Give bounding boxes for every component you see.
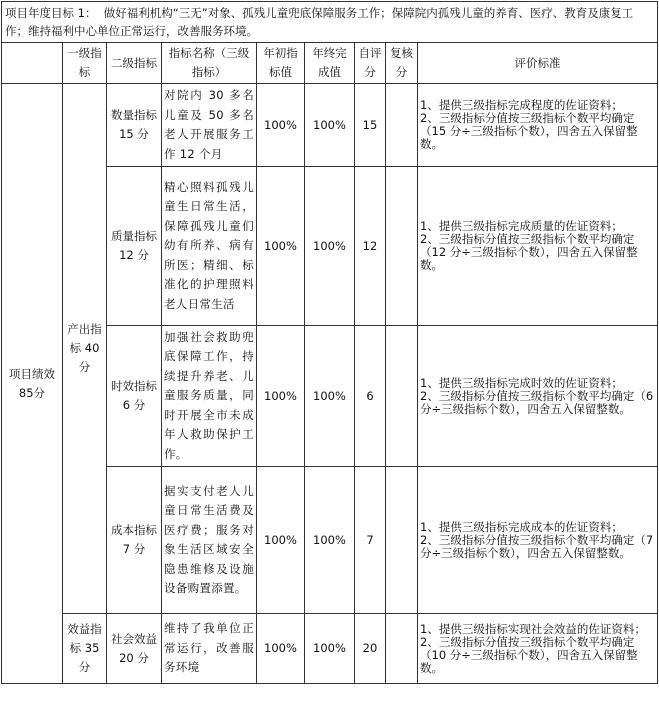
initial-value-cell: 100%: [257, 84, 305, 167]
header-criteria: 评价标准: [418, 43, 658, 84]
self-score-cell: 7: [355, 467, 386, 614]
criteria-line: 2、三级指标分值按三级指标个数平均确定（7 分÷三级指标个数），四舍五入保留整数。: [420, 532, 654, 560]
indicator-name-cell: 精心照料孤残儿童生日常生活，保障孤残儿童们幼有所养、病有所医；精细、标准化的护理照料老人日常生活: [162, 167, 257, 326]
criteria-cell: [418, 84, 658, 167]
criteria-cell: [418, 326, 658, 467]
indicator-name-cell: 加强社会救助兜底保障工作，持续提升养老、儿童服务质量，同时开展全市未成年人救助保护工作。: [162, 326, 257, 467]
goal-label: 项目年度目标 1：: [5, 6, 97, 20]
review-score-cell: [386, 326, 418, 467]
table-row: [2, 614, 658, 684]
level2-cell: 数量指标15 分: [107, 84, 162, 167]
header-level2: 二级指标: [107, 43, 162, 84]
header-level1: 一级指标: [63, 43, 107, 84]
header-indicator-name: 指标名称（三级指标）: [162, 43, 257, 84]
criteria-line: 1、提供三级指标实现社会效益的佐证资料；: [420, 621, 646, 636]
goal-cell: [2, 2, 658, 43]
final-value-cell: 100%: [305, 614, 355, 684]
level2-cell: 社会效益20 分: [107, 614, 162, 684]
goal-text: 做好福利机构“三无”对象、孤残儿童兜底保障服务工作；保障院内孤残儿童的养育、医疗、教育及康复工作；维持福利中心单位正常运行，改善服务环境。: [5, 6, 634, 38]
table-row: [2, 84, 658, 167]
output-indicator-cell: 产出指标 40 分: [63, 84, 107, 614]
criteria-line: 2、三级指标分值按三级指标个数平均确定（6 分÷三级指标个数），四舍五入保留整数。: [420, 388, 654, 416]
header-self-score: 自评分: [355, 43, 386, 84]
level2-cell: 时效指标6 分: [107, 326, 162, 467]
initial-value-cell: 100%: [257, 326, 305, 467]
review-score-cell: [386, 84, 418, 167]
header-initial-value: 年初指标值: [257, 43, 305, 84]
criteria-line: 2、三级指标分值按三级指标个数平均确定（15 分÷三级指标个数），四舍五入保留整数。: [420, 111, 638, 151]
review-score-cell: [386, 167, 418, 326]
final-value-cell: 100%: [305, 326, 355, 467]
level2-cell: 质量指标12 分: [107, 167, 162, 326]
self-score-cell: 6: [355, 326, 386, 467]
review-score-cell: [386, 614, 418, 684]
self-score-cell: 20: [355, 614, 386, 684]
header-blank: [2, 43, 63, 84]
performance-cell: 项目绩效85分: [2, 84, 63, 684]
level2-cell: 成本指标7 分: [107, 467, 162, 614]
initial-value-cell: 100%: [257, 467, 305, 614]
initial-value-cell: 100%: [257, 614, 305, 684]
header-review-score: 复核分: [386, 43, 418, 84]
performance-table: [1, 1, 658, 684]
criteria-cell: [418, 614, 658, 684]
goal-row: [2, 2, 658, 43]
self-score-cell: 12: [355, 167, 386, 326]
final-value-cell: 100%: [305, 84, 355, 167]
benefit-indicator-cell: 效益指标 35 分: [63, 614, 107, 684]
criteria-line: 1、提供三级指标完成时效的佐证资料；: [420, 375, 623, 390]
criteria-line: 1、提供三级指标完成程度的佐证资料；: [420, 98, 623, 112]
indicator-name-cell: 维持了我单位正常运行，改善服务环境: [162, 614, 257, 684]
criteria-line: 1、提供三级指标完成质量的佐证资料；: [420, 219, 623, 233]
self-score-cell: 15: [355, 84, 386, 167]
initial-value-cell: 100%: [257, 167, 305, 326]
indicator-name-cell: 对院内 30 多名儿童及 50 多名老人开展服务工作 12 个月: [162, 84, 257, 167]
criteria-cell: [418, 167, 658, 326]
indicator-name-cell: 据实支付老人儿童日常生活费及医疗费；服务对象生活区域安全隐患维修及设施设备购置添置。: [162, 467, 257, 614]
header-final-value: 年终完成值: [305, 43, 355, 84]
criteria-line: 2、三级指标分值按三级指标个数平均确定（10 分÷三级指标个数），四舍五入保留整数。: [420, 634, 638, 675]
criteria-line: 2、三级指标分值按三级指标个数平均确定（12 分÷三级指标个数），四舍五入保留整数。: [420, 232, 638, 272]
final-value-cell: 100%: [305, 467, 355, 614]
criteria-line: 1、提供三级指标完成成本的佐证资料；: [420, 519, 623, 534]
review-score-cell: [386, 467, 418, 614]
criteria-cell: [418, 467, 658, 614]
header-row: [2, 43, 658, 84]
final-value-cell: 100%: [305, 167, 355, 326]
